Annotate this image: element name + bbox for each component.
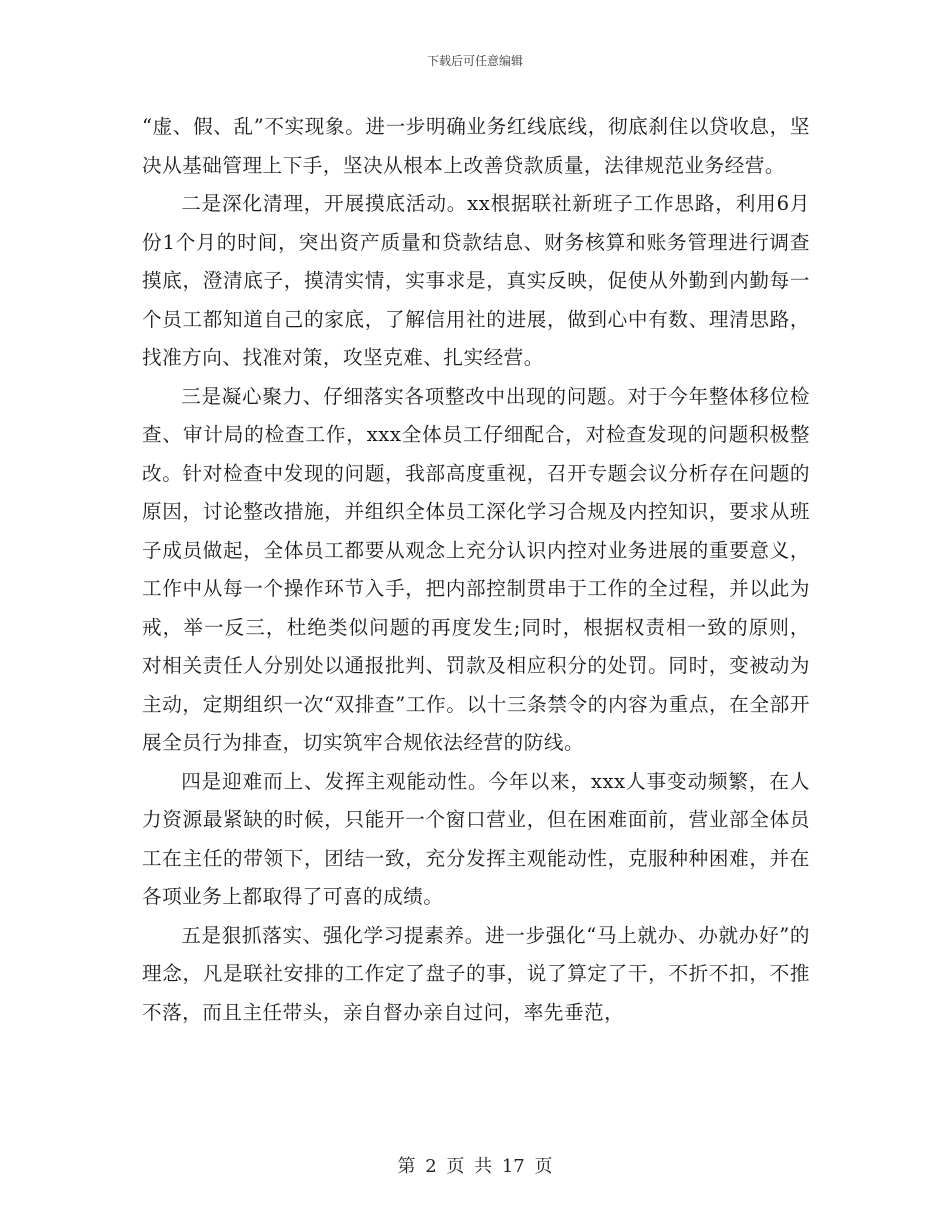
paragraph-continuation: “虚、假、乱”不实现象。进一步明确业务红线底线，彻底刹住以贷收息，坚决从基础管理上下手，坚决从根本上改善贷款质量，法律规范业务经营。 (142, 115, 810, 177)
paragraph-rectification: 三是凝心聚力、仔细落实各项整改中出现的问题。对于今年整体移位检查、审计局的检查工作，xxx全体员工仔细配合，对检查发现的问题积极整改。针对检查中发现的问题，我部高度重视，召开专题会议分析存在问题的原因，讨论整改措施，并组织全体员工深化学习合规及内控知识，要求从班子成员做起，全体员工都要从观念上充分认识内控对业务进展的重要意义，工作中从每一个操作环节入手，把内部控制贯串于工作的全过程，并以此为戒，举一反三，杜绝类似问题的再度发生;同时，根据权责相一致的原则，对相关责任人分别处以通报批判、罚款及相应积分的处罚。同时，变被动为主动，定期组织一次“双排查”工作。以十三条禁令的内容为重点，在全部开展全员行为排查，切实筑牢合规依法经营的防线。 (142, 384, 810, 754)
paragraph-implementation: 五是狠抓落实、强化学习提素养。进一步强化“马上就办、办就办好”的理念，凡是联社安排的工作定了盘子的事，说了算定了干，不折不扣，不推不落，而且主任带头，亲自督办亲自过问，率先垂范， (142, 923, 810, 1024)
paragraph-deepen-cleanup: 二是深化清理，开展摸底活动。xx根据联社新班子工作思路，利用6月份1个月的时间，突出资产质量和贷款结息、财务核算和账务管理进行调查摸底，澄清底子，摸清实情，实事求是，真实反映，促使从外勤到内勤每一个员工都知道自己的家底，了解信用社的进展，做到心中有数、理清思路，找准方向、找准对策，攻坚克难、扎实经营。 (142, 192, 810, 369)
page-number-footer: 第 2 页 共 17 页 (397, 1156, 553, 1177)
paragraph-initiative: 四是迎难而上、发挥主观能动性。今年以来，xxx人事变动频繁，在人力资源最紧缺的时候，只能开一个窗口营业，但在困难面前，营业部全体员工在主任的带领下，团结一致，充分发挥主观能动性，克服种种困难，并在各项业务上都取得了可喜的成绩。 (142, 769, 810, 908)
document-body (142, 108, 810, 1032)
page-header-note: 下载后可任意编辑 (426, 54, 523, 68)
